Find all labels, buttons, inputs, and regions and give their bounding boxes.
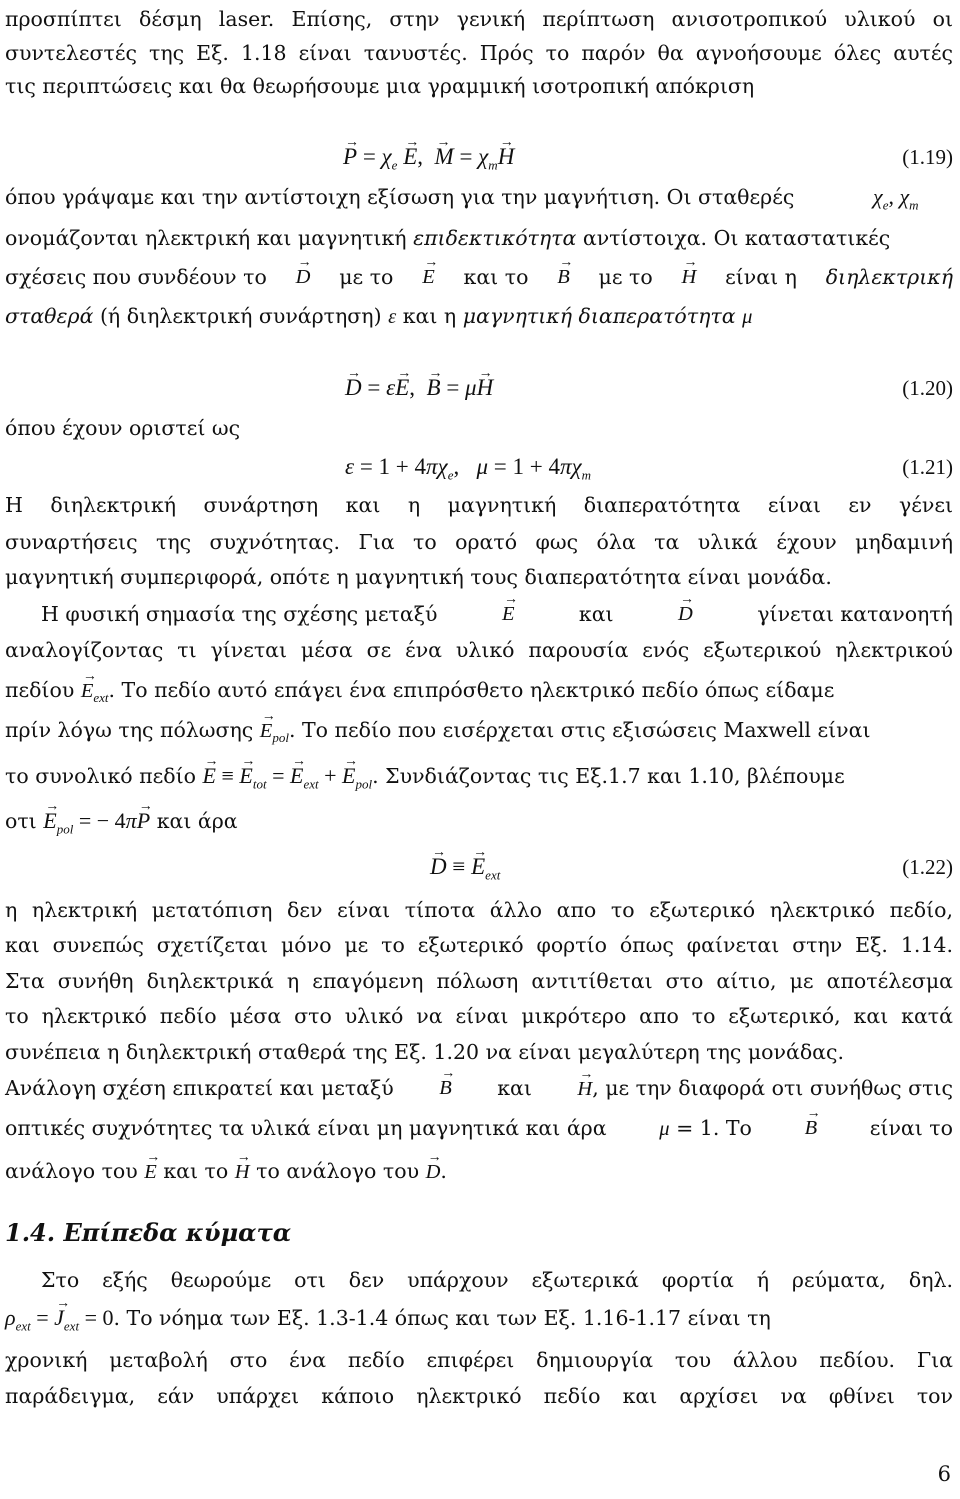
math-D: → D — [678, 599, 693, 629]
text-span: (ή διηλεκτρική συνάρτηση) — [93, 304, 389, 328]
text-line: συντελεστές της Εξ. 1.18 είναι τανυστές. Πρός το παρόν θα αγνοήσουμε όλες αυτές — [5, 41, 953, 65]
equation-1-19: → $P = \chi_e \to E$, → $M = \chi_m\to H$ — [343, 142, 514, 181]
text-line — [5, 262, 953, 292]
equation-number: (1.19) — [902, 145, 953, 169]
text-line: $\pi\varepsilon\delta ίo\upsilon \to E_{ext}$. Το πεδίο αυτό επάγει ένα επιπρόσθετο ηλεκτρικό πεδίο όπως είδαμε — [5, 675, 953, 713]
emphasis: διηλεκτρική — [825, 265, 953, 289]
section-heading: 1.4. Επίπεδα κύματα — [5, 1218, 292, 1247]
text-line: μαγνητική συμπεριφορά, οπότε η μαγνητική τους διαπερατότητα είναι μονάδα. — [5, 565, 832, 589]
text-line — [5, 182, 953, 212]
math-B: → B — [557, 262, 570, 292]
text-span: και η — [396, 304, 463, 328]
equation-1-22: → D ≡ → $E_{ext}$ — [430, 852, 500, 891]
text-span: και — [497, 1076, 532, 1100]
text-span: και το — [463, 265, 529, 289]
text-span: σχέσεις που συνδέουν το — [5, 265, 267, 289]
text-span: Ανάλογη σχέση επικρατεί και μεταξύ — [5, 1076, 394, 1100]
text-span: πεδίου — [5, 678, 75, 702]
math-D: → D — [296, 262, 311, 292]
text-line: η ηλεκτρική μετατόπιση δεν είναι τίποτα άλλο απο το εξωτερικό ηλεκτρικό πεδίο, — [5, 898, 953, 922]
text-line: το ηλεκτρικό πεδίο μέσα στο υλικό να είναι μικρότερο απο το εξωτερικό, και κατά — [5, 1004, 953, 1028]
math-E: → E — [144, 1157, 157, 1187]
math-H: → H — [235, 1157, 250, 1187]
text-line — [5, 1113, 953, 1144]
text-span: , με την διαφορά οτι συνήθως στις — [592, 1076, 953, 1100]
math-D: → D — [426, 1157, 441, 1187]
text-span: το συνολικό πεδίο — [5, 764, 196, 788]
text-span: . Συνδιάζοντας τις Εξ.1.7 και 1.10, βλέπουμε — [372, 764, 845, 788]
text-line: Η διηλεκτρική συνάρτηση και η μαγνητική διαπερατότητα είναι εν γένει — [5, 493, 953, 517]
text-span: γίνεται κατανοητή — [757, 602, 953, 626]
text-span: . Το πεδίο που εισέρχεται στις εξισώσεις Maxwell είναι — [288, 718, 871, 742]
text-span — [577, 1073, 953, 1104]
math-total-field: → E ≡ → $E_{tot}$ = → $E_{ext}$ + → $E_{pol}$ — [203, 763, 373, 788]
text-line: παράδειγμα, εάν υπάρχει κάποιο ηλεκτρικό πεδίο και αρχίσει να φθίνει τον — [5, 1384, 953, 1408]
text-line: αναλογίζοντας τι γίνεται μέσα σε ένα υλικό παρουσία ενός εξωτερικού ηλεκτρικού — [5, 638, 953, 662]
text-line: συναρτήσεις της συχνότητας. Για το ορατό φως όλα τα υλικά έχουν μηδαμινή — [5, 530, 953, 554]
math-E: → E — [422, 262, 435, 292]
text-span: και άρα — [156, 809, 238, 833]
text-span: . Το νόημα των Εξ. 1.3-1.4 όπως και των Εξ. 1.16-1.17 είναι τη — [113, 1306, 771, 1330]
text-span: . Το πεδίο αυτό επάγει ένα επιπρόσθετο ηλεκτρικό πεδίο όπως είδαμε — [108, 678, 835, 702]
emphasis: μαγνητική διαπερατότητα — [462, 304, 736, 328]
text-line — [5, 223, 953, 253]
text-span: ανάλογο του — [5, 1159, 138, 1183]
text-line: πρίν λόγω της $\pi ό\lambda\omega\sigma\eta\varsigma \to E_{pol}$. Το πεδίο που εισέρχεται στις εξισώσεις Maxwell είναι — [5, 715, 953, 753]
math-E-ext: → E — [81, 676, 94, 706]
text-line: Στο εξής θεωρούμε οτι δεν υπάρχουν εξωτερικά φορτία ή ρεύματα, δηλ. — [41, 1268, 953, 1292]
text-line: τις περιπτώσεις και θα θεωρήσουμε μια γραμμική ισοτροπική απόκριση — [5, 74, 755, 98]
text-span: με το — [598, 265, 653, 289]
text-span: Η φυσική σημασία της σχέσης μεταξύ — [41, 602, 438, 626]
text-line — [5, 301, 953, 332]
text-line: προσπίπτει δέσμη laser. Επίσης, στην γενική περίπτωση ανισοτροπικού υλικού οι — [5, 7, 953, 31]
math-E-pol: → E — [260, 716, 273, 746]
text-line — [5, 599, 953, 629]
math-E: → E — [502, 599, 515, 629]
page-number: 6 — [937, 1462, 951, 1486]
text-span: ονομάζονται ηλεκτρική και μαγνητική — [5, 226, 414, 250]
math-B: → B — [439, 1073, 452, 1104]
emphasis: σταθερά — [5, 304, 94, 328]
text-span: μ = 1. Το — [659, 1116, 752, 1140]
math-polarization: → $E_{pol}$ = − 4π→ P — [43, 808, 150, 833]
math-H: → H — [577, 1074, 592, 1104]
equation-number: (1.20) — [902, 376, 953, 400]
equation-number: (1.22) — [902, 855, 953, 879]
text-line — [5, 1303, 953, 1341]
text-line: ανάλογο του → E και το → H το ανάλογο του → D. — [5, 1156, 953, 1187]
text-line: Στα συνήθη διηλεκτρικά η επαγόμενη πόλωση αντιτίθεται στο αίτιο, με αποτέλεσμα — [5, 969, 953, 993]
text-span: οτι — [5, 809, 37, 833]
equation-1-21: $\varepsilon = 1 + 4\pi\chi_e$, $\mu = 1 + 4\pi\chi_m$ — [345, 454, 592, 483]
emphasis: επιδεκτικότητα — [413, 226, 577, 250]
text-span: όπου γράψαμε και την αντίστοιχη εξίσωση για την μαγνήτιση. Οι σταθερές — [5, 185, 795, 209]
text-span: είναι το — [869, 1116, 953, 1140]
math-B: → B — [805, 1113, 818, 1144]
math-no-sources: $\rho_{ext}$ = → $J_{ext} = 0$ — [5, 1305, 113, 1330]
text-span: το ανάλογο του — [256, 1159, 420, 1183]
text-span: είναι η — [725, 265, 797, 289]
equation-1-20: → D = ε→ E, → B = μ→ H — [345, 373, 493, 403]
math-mu: μ — [742, 306, 753, 328]
text-line: όπου έχουν οριστεί ως — [5, 416, 241, 440]
equation-number: (1.21) — [902, 455, 953, 479]
text-span: πρίν λόγω της πόλωσης — [5, 718, 254, 742]
text-span: με το — [339, 265, 394, 289]
text-span: αντίστοιχα. Οι καταστατικές — [576, 226, 891, 250]
math-H: → H — [682, 262, 697, 292]
text-line: συνέπεια η διηλεκτρική σταθερά της Εξ. 1.20 να είναι μεγαλύτερη της μονάδας. — [5, 1040, 844, 1064]
text-line: χρονική μεταβολή στο ένα πεδίο επιφέρει δημιουργία του άλλου πεδίου. Για — [5, 1348, 953, 1372]
text-span: . Το — [712, 1116, 752, 1140]
text-span: και το — [163, 1159, 229, 1183]
text-span: και — [578, 602, 614, 626]
math-epsilon: ε — [388, 306, 397, 328]
text-line: και συνεπώς σχετίζεται μόνο με το εξωτερικό φορτίο όπως φαίνεται στην Εξ. 1.14. — [5, 933, 953, 957]
text-span: οπτικές συχνότητες τα υλικά είναι μη μαγνητικά και άρα — [5, 1116, 607, 1140]
math-chi: $\chi_e$, $\chi_m$ — [873, 184, 919, 213]
